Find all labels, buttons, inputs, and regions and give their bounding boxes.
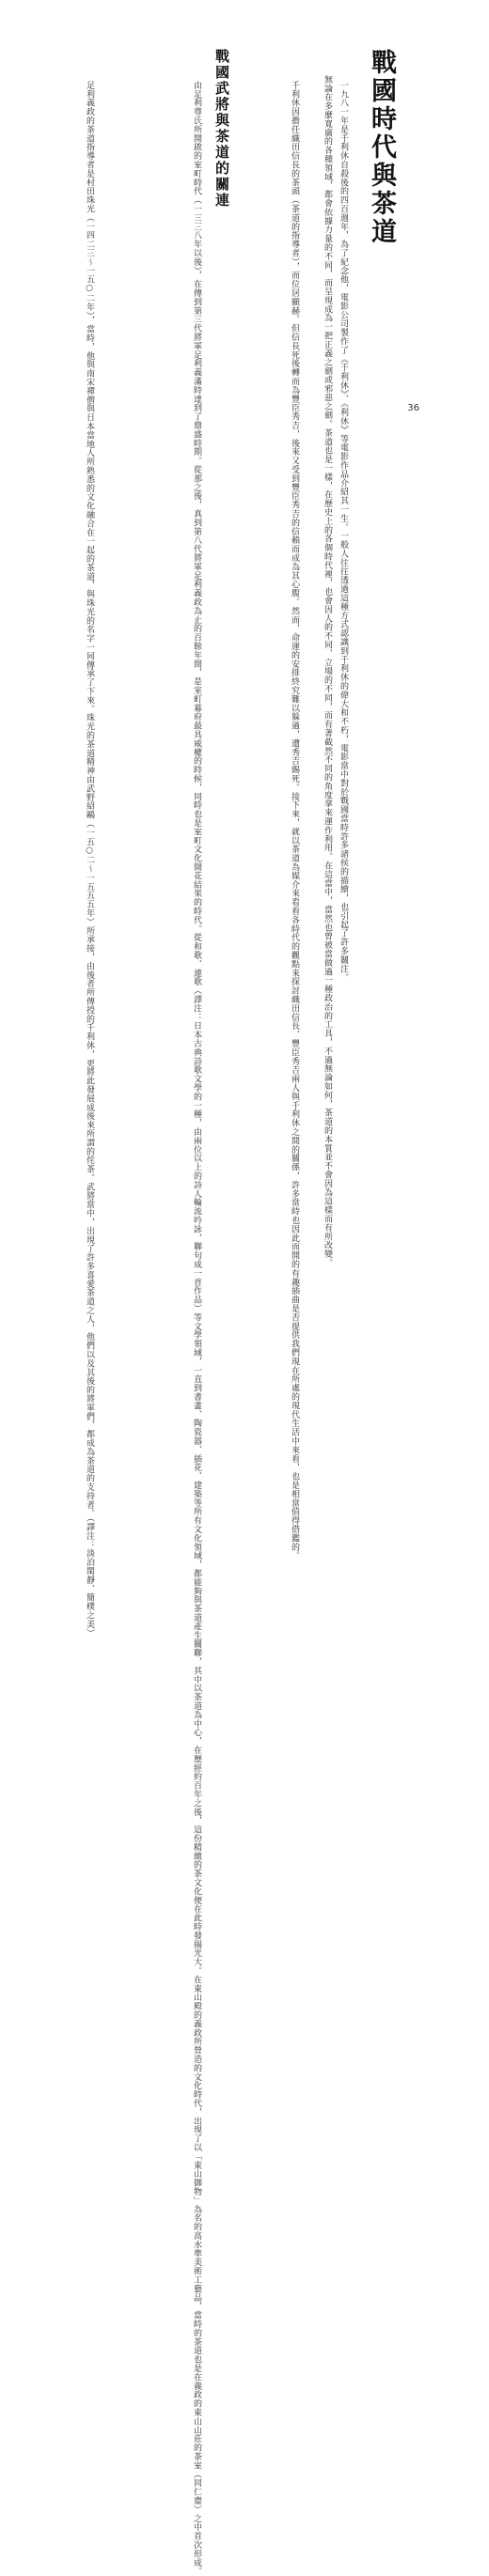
page-title: 戰國時代與茶道 — [367, 49, 396, 246]
section2-paragraph-2: 足利義政的茶道指導者是村田珠光（一四二三～一五○二年），當時，他與南宋禪僧與日本當地人所熟悉的文化融合在一起的茶道，與珠光的名字一同傳承了下來。珠光的茶道精神由武野紹鷗（一五○二～一五五五年）所承接，由後者所傳授的千利休，更將此發展成後來所謂的侘茶。武將當中，出現了許多喜愛茶道之人，他們以及其後的將軍們，都成為茶道的支持者。（譯注：淡泊閑靜、簡樸之美） — [85, 81, 94, 1637]
section2-paragraph-1: 由足利尊氏所開啟的室町時代（一三三八年以後），在傳到第三代將軍足利義滿時達到了鼎盛時期。從那之後，真到第八代將軍足利義政為止的百餘年間，是室町幕府最具威權的時候，同時也是室町文化開花結果的時代。從和歌、連歌（譯注：日本古典詩歌文學的一種，由兩位以上的詩人輪流吟詠，聯句成一首作品）等文學領域，一直到書畫、陶瓷器、插花、建築等所有文化領域，都能夠與茶道產生關聯，其中以茶道為中心，在歷經約百年之後，這份精緻的茶文化便在此時發揚光大。在東山殿的義政所營造的文化時代，出現了以「東山御物」為名的高水準美術工藝品，當時的茶道也是在義政的東山山莊的茶室（同仁齋）之中首次形成。 — [192, 81, 201, 2576]
section1-paragraph-3: 千利休因擔任織田信長的茶頭（茶道的指導者），而位居顯赫。但信長死後轉而為豐臣秀吉，後來又受到豐臣秀吉的信賴而成為其心腹。然而，命運的安排終究難以躲過，遭秀吉賜死。接下來，就以茶道為媒介來看看各時代的觀點來探討織田信長、豐臣秀吉兩人與千利休之間的關係，許多當時也因此而開的有趣插曲是否提供我們現在所處的現代生活中來看，也是相當值得借鑑的。 — [290, 81, 299, 1560]
section1-paragraph-2: 無論在多麼寬廣的各種領域，都會依據力量的不同，而呈現成為一把正義之劍或邪惡之劍。茶道也是一樣，在歷史上的各個時代裡，也會因人的不同、立場的不同，而有著截然不同的角度拿來運作利用。在這當中，當然也曾被當做過一種政治的工具，不過無論如何，茶道的本質並不會因為這樣而有所改變。 — [323, 75, 332, 1267]
section-heading: 戰國武將與茶道的關連 — [213, 49, 230, 209]
page-number: 36 — [407, 403, 419, 413]
section1-paragraph-1: 一九八一年是千利休自殺後的四百週年，為了紀念他，電影公司製作了《千利休》、《利休》等電影作品介紹其一生。一般人往往透過這種方式認識到千利休的偉大和不朽，電影當中對於戰國當時許多諸侯的描繪，也引起了許多關注。 — [339, 81, 348, 983]
